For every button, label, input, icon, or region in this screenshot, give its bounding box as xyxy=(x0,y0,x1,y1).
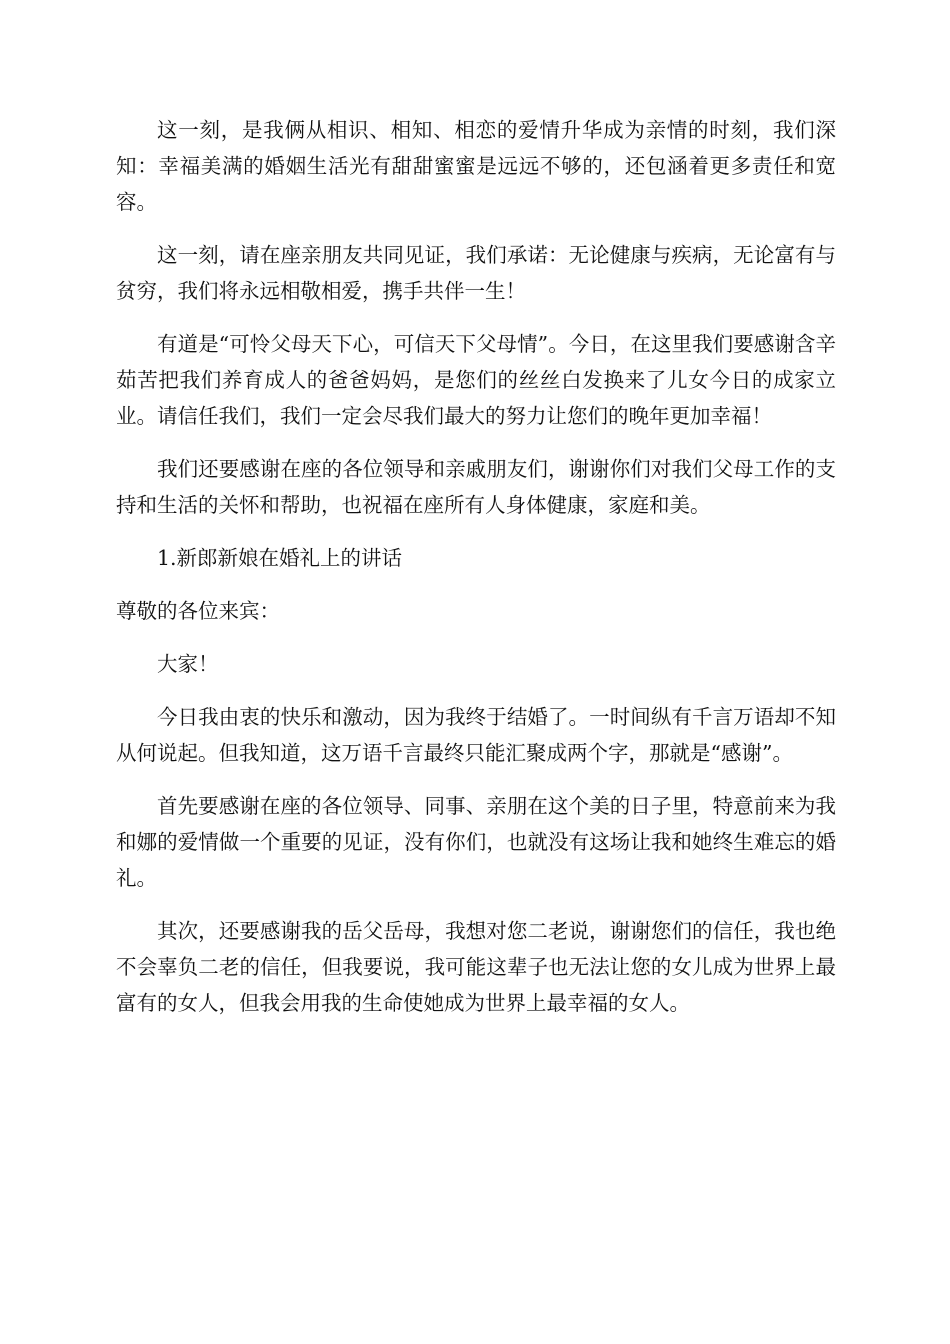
paragraph-thank-colleagues: 首先要感谢在座的各位领导、同事、亲朋在这个美的日子里，特意前来为我和娜的爱情做一个重要的见证，没有你们，也就没有这场让我和她终生难忘的婚礼。 xyxy=(116,794,836,890)
greeting: 大家！ xyxy=(157,652,219,676)
paragraph-joy: 今日我由衷的快乐和激动，因为我终于结婚了。一时间纵有千言万语却不知从何说起。但我知道，这万语千言最终只能汇聚成两个字，那就是“感谢”。 xyxy=(116,705,836,765)
salutation: 尊敬的各位来宾： xyxy=(116,599,280,623)
section-heading: 1.新郎新娘在婚礼上的讲话 xyxy=(157,546,403,570)
paragraph-witness-promise: 这一刻，请在座亲朋友共同见证，我们承诺：无论健康与疾病，无论富有与贫穷，我们将永远相敬相爱，携手共伴一生！ xyxy=(116,243,836,303)
paragraph-thank-parents: 有道是“可怜父母天下心，可信天下父母情”。今日，在这里我们要感谢含辛茹苦把我们养育成人的爸爸妈妈，是您们的丝丝白发换来了儿女今日的成家立业。请信任我们，我们一定会尽我们最大的努力让您们的晚年更加幸福！ xyxy=(116,332,836,428)
document-body xyxy=(116,112,836,1038)
paragraph-thank-in-laws: 其次，还要感谢我的岳父岳母，我想对您二老说，谢谢您们的信任，我也绝不会辜负二老的信任，但我要说，我可能这辈子也无法让您的女儿成为世界上最富有的女人，但我会用我的生命使她成为世界上最幸福的女人。 xyxy=(116,919,836,1015)
paragraph-thank-guests: 我们还要感谢在座的各位领导和亲戚朋友们，谢谢你们对我们父母工作的支持和生活的关怀和帮助，也祝福在座所有人身体健康，家庭和美。 xyxy=(116,457,836,517)
paragraph-moment-family: 这一刻，是我俩从相识、相知、相恋的爱情升华成为亲情的时刻，我们深知：幸福美满的婚姻生活光有甜甜蜜蜜是远远不够的，还包涵着更多责任和宽容。 xyxy=(116,118,836,214)
